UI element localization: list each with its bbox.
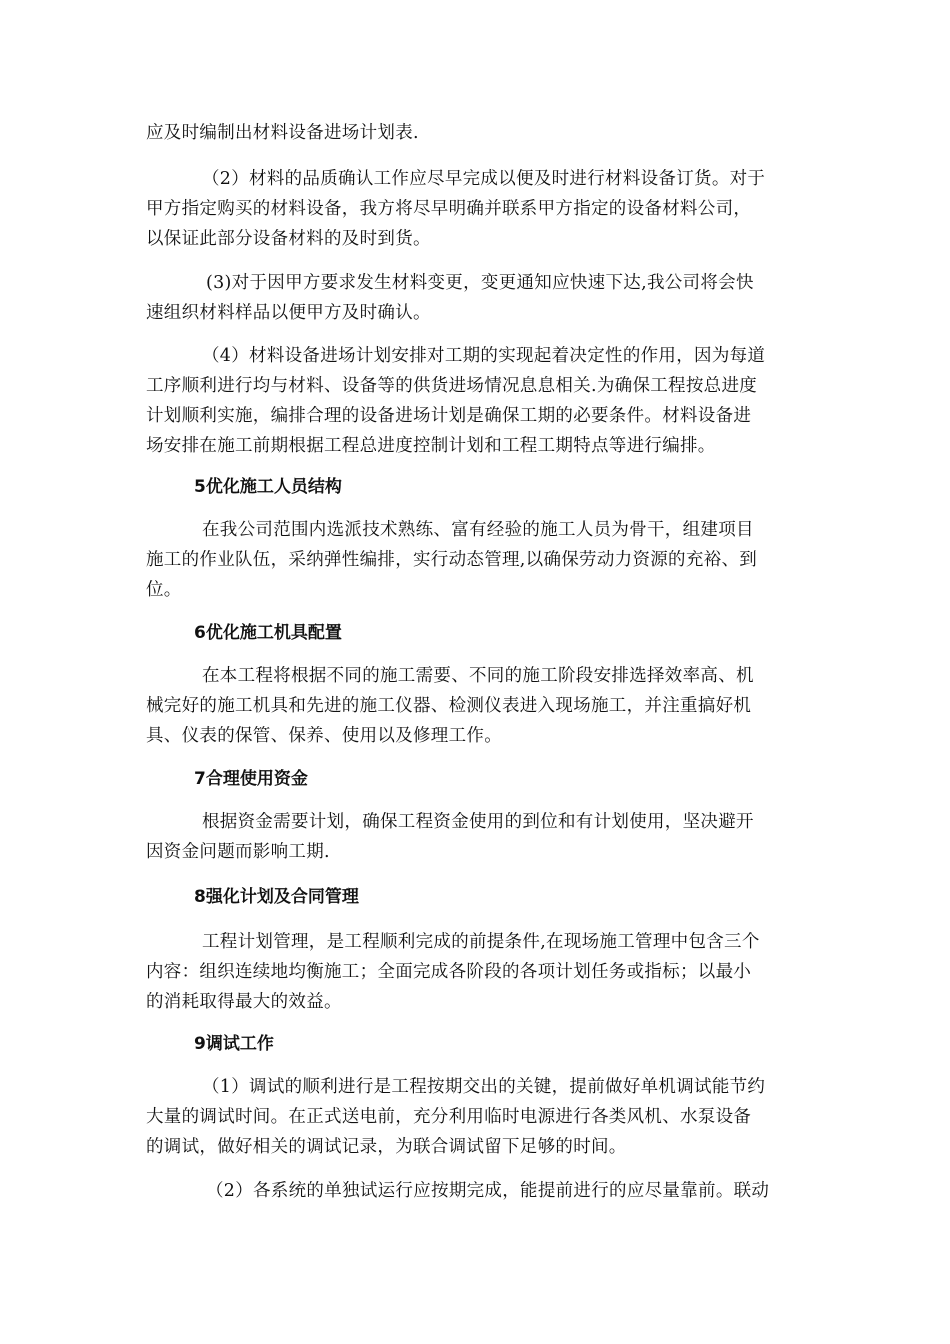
text-line: 工序顺利进行均与材料、设备等的供货进场情况息息相关.为确保工程按总进度 — [146, 376, 758, 396]
section-heading-7: 7合理使用资金 — [194, 769, 308, 789]
text-line: 具、仪表的保管、保养、使用以及修理工作。 — [146, 726, 502, 746]
text-line: （2）材料的品质确认工作应尽早完成以便及时进行材料设备订货。对于 — [202, 169, 766, 189]
text-line: 位。 — [146, 580, 182, 600]
paragraph-equipment — [146, 661, 810, 751]
section-heading-6: 6优化施工机具配置 — [194, 623, 342, 643]
paragraph-debugging-1 — [146, 1072, 810, 1162]
text-line: 根据资金需要计划，确保工程资金使用的到位和有计划使用，坚决避开 — [202, 812, 754, 832]
text-line: 以保证此部分设备材料的及时到货。 — [146, 229, 431, 249]
paragraph-material-change — [146, 268, 810, 328]
text-line: 械完好的施工机具和先进的施工仪器、检测仪表进入现场施工，并注重搞好机 — [146, 696, 752, 716]
text-line: 在我公司范围内选派技术熟练、富有经验的施工人员为骨干，组建项目 — [202, 520, 754, 540]
paragraph-entry-plan — [146, 341, 810, 461]
paragraph-staff-structure — [146, 515, 810, 605]
text-line: 的调试，做好相关的调试记录，为联合调试留下足够的时间。 — [146, 1137, 627, 1157]
paragraph-funds — [146, 807, 810, 867]
text-line: （1）调试的顺利进行是工程按期交出的关键，提前做好单机调试能节约 — [202, 1077, 766, 1097]
paragraph-debugging-2 — [146, 1176, 810, 1206]
text-line: 内容：组织连续地均衡施工；全面完成各阶段的各项计划任务或指标；以最小 — [146, 962, 752, 982]
text-line: 场安排在施工前期根据工程总进度控制计划和工程工期特点等进行编排。 — [146, 436, 716, 456]
text-line: (3)对于因甲方要求发生材料变更，变更通知应快速下达,我公司将会快 — [206, 273, 754, 293]
text-line: 的消耗取得最大的效益。 — [146, 992, 342, 1012]
text-line: 速组织材料样品以便甲方及时确认。 — [146, 303, 431, 323]
section-heading-5: 5优化施工人员结构 — [194, 477, 342, 497]
paragraph-plan-table — [146, 118, 810, 148]
text-line: 大量的调试时间。在正式送电前，充分利用临时电源进行各类风机、水泵设备 — [146, 1107, 752, 1127]
text-line: 计划顺利实施，编排合理的设备进场计划是确保工期的必要条件。材料设备进 — [146, 406, 752, 426]
text-line: 甲方指定购买的材料设备，我方将尽早明确并联系甲方指定的设备材料公司， — [146, 199, 752, 219]
section-heading-9: 9调试工作 — [194, 1034, 274, 1054]
text-line: 在本工程将根据不同的施工需要、不同的施工阶段安排选择效率高、机 — [202, 666, 754, 686]
paragraph-plan-management — [146, 927, 810, 1017]
text-line: （4）材料设备进场计划安排对工期的实现起着决定性的作用，因为每道 — [202, 346, 766, 366]
text-line: （2）各系统的单独试运行应按期完成，能提前进行的应尽量靠前。联动 — [206, 1181, 770, 1201]
paragraph-material-confirmation — [146, 164, 810, 254]
text-line: 应及时编制出材料设备进场计划表. — [146, 123, 419, 143]
section-heading-8: 8强化计划及合同管理 — [194, 887, 359, 907]
text-line: 工程计划管理，是工程顺利完成的前提条件,在现场施工管理中包含三个 — [202, 932, 760, 952]
text-line: 因资金问题而影响工期. — [146, 842, 330, 862]
text-line: 施工的作业队伍，采纳弹性编排，实行动态管理,以确保劳动力资源的充裕、到 — [146, 550, 758, 570]
